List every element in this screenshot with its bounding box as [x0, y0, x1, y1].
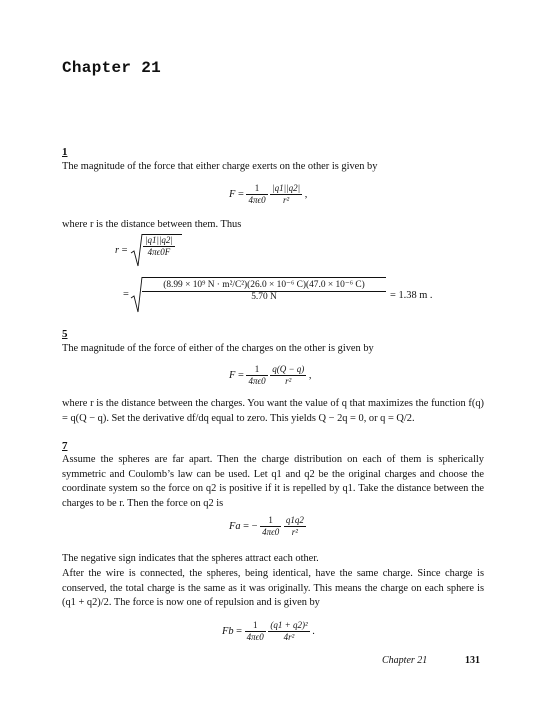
paragraph: where r is the distance between them. Thus	[62, 219, 242, 230]
problem-number: 1	[62, 146, 68, 158]
equation	[229, 515, 306, 538]
fraction-numerator: 1	[245, 620, 266, 632]
equation-lhs: Fb	[222, 625, 234, 637]
fraction-denominator: 4πϵ0F	[147, 247, 171, 257]
fraction-numerator: 1	[260, 515, 281, 527]
equation-equals: =	[123, 289, 129, 300]
footer-chapter: Chapter 21	[382, 655, 428, 666]
fraction-numerator: |q1||q2|	[272, 183, 301, 193]
equation	[229, 183, 307, 206]
equation-lhs: F	[229, 369, 236, 381]
fraction-numerator: |q1||q2|	[145, 235, 173, 245]
fraction-numerator: q(Q − q)	[272, 364, 305, 374]
fraction	[268, 620, 309, 643]
equation	[143, 235, 175, 258]
fraction-denominator: r²	[285, 376, 292, 386]
equation-equals: =	[237, 188, 244, 200]
fraction-denominator: 4πϵ0	[262, 527, 280, 537]
equation-equals: =	[236, 625, 243, 637]
fraction	[142, 280, 386, 303]
paragraph: After the wire is connected, the spheres, being identical, have the same charge. Since charge is conserved, the total charge is the same as it was originally. This means the charge on each sphere is (q1 + q2)/2. The force is now one of repulsion and is given by	[62, 568, 484, 609]
fraction-denominator: 4πϵ0	[248, 376, 266, 386]
equation-equals: = −	[243, 520, 258, 532]
paragraph: where r is the distance between the charges. You want the value of q that maximizes the function f(q) = q(Q − q). Set the derivative df/dq equal to zero. This yields Q − 2q = 0, or q = Q/2.	[62, 398, 484, 424]
equation	[142, 280, 386, 303]
fraction	[245, 620, 266, 643]
fraction-denominator: 4πϵ0	[246, 632, 264, 642]
equation-equals: =	[237, 369, 244, 381]
fraction	[270, 183, 302, 206]
equation-lhs: F	[229, 188, 236, 200]
fraction	[143, 235, 175, 258]
fraction-denominator: 4πϵ0	[248, 195, 266, 205]
fraction	[246, 364, 267, 387]
fraction-numerator: 1	[246, 364, 267, 376]
equation-lhs: r	[115, 245, 120, 256]
equation-equals: =	[121, 245, 128, 256]
fraction-numerator: (8.99 × 10⁹ N · m²/C²)(26.0 × 10⁻⁶ C)(47.0 × 10⁻⁶ C)	[142, 280, 386, 292]
equation-result: = 1.38 m .	[390, 290, 433, 301]
problem-number: 7	[62, 440, 68, 452]
equation	[222, 620, 315, 643]
fraction	[284, 515, 306, 538]
paragraph: The magnitude of the force of either of the charges on the other is given by	[62, 343, 374, 354]
equation	[229, 364, 312, 387]
sqrt-sign-icon	[131, 233, 143, 269]
problem-number: 5	[62, 328, 68, 340]
fraction-numerator: 1	[246, 183, 267, 195]
fraction-denominator: 4r²	[283, 632, 295, 642]
equation-tail: ,	[304, 188, 308, 200]
page-title: Chapter 21	[62, 59, 162, 77]
fraction-denominator: r²	[291, 527, 298, 537]
equation-lhs: Fa	[229, 520, 241, 532]
fraction-numerator: q1q2	[285, 515, 304, 525]
fraction	[246, 183, 267, 206]
fraction	[270, 364, 306, 387]
equation	[115, 245, 128, 256]
fraction-denominator: r²	[283, 195, 290, 205]
fraction	[260, 515, 281, 538]
paragraph: The magnitude of the force that either charge exerts on the other is given by	[62, 161, 378, 172]
paragraph: The negative sign indicates that the spheres attract each other.	[62, 553, 319, 564]
equation-tail: .	[312, 625, 315, 637]
paragraph: Assume the spheres are far apart. Then the charge distribution on each of them is spherically symmetric and Coulomb’s law can be used. Let q1 and q2 be the original charges and choose the coordinate system so the force on q2 is positive if it is repelled by q1. Take the distance between the charges to be r. Then the force on q2 is	[62, 454, 484, 509]
page-number: 131	[465, 655, 480, 666]
equation-tail: ,	[308, 369, 312, 381]
fraction-denominator: 5.70 N	[251, 292, 277, 302]
sqrt-bar	[142, 277, 386, 278]
fraction-numerator: (q1 + q2)²	[270, 620, 308, 630]
